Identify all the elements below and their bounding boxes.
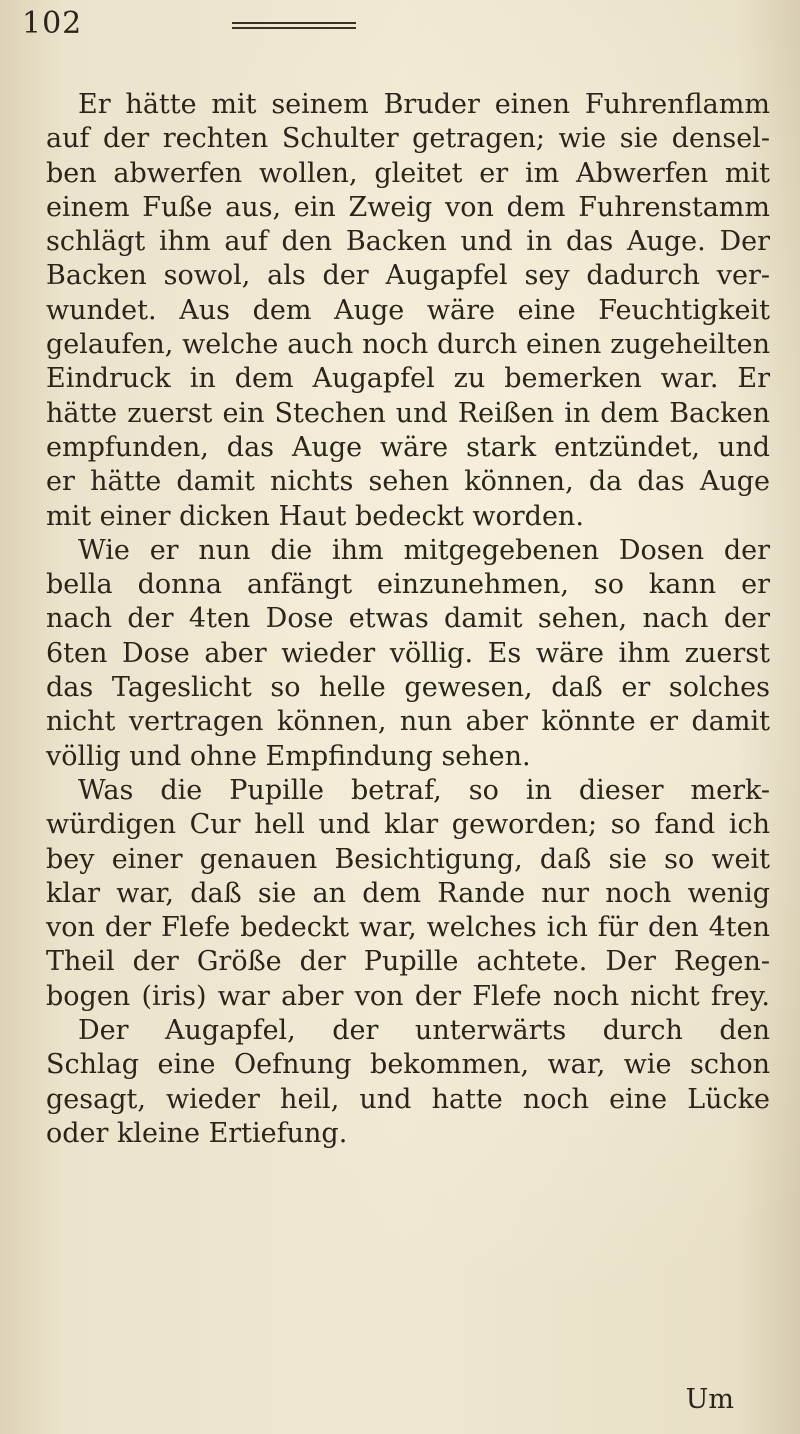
text-line: empfunden, das Auge wäre stark entzündet, und (46, 431, 770, 463)
text-line: gelaufen, welche auch noch durch einen zugeheilten (46, 329, 770, 361)
text-line: schlägt ihm auf den Backen und in das Auge. Der (46, 226, 770, 258)
text-line: er hätte damit nichts sehen können, da das Auge (46, 466, 770, 498)
text-line: hätte zuerst ein Stechen und Reißen in dem Backen (46, 397, 770, 429)
text-line: 6ten Dose aber wieder völlig. Es wäre ihm zuerst (46, 637, 770, 669)
text-line: Was die Pupille betraf, so in dieser merk- (78, 774, 770, 806)
text-line: völlig und ohne Empfindung sehen. (46, 740, 531, 772)
body-text (46, 88, 770, 1151)
text-line: das Tageslicht so helle gewesen, daß er solches (46, 672, 770, 704)
paragraph-4 (46, 1014, 770, 1151)
text-line: auf der rechten Schulter getragen; wie sie densel- (46, 123, 770, 155)
paragraph-2 (46, 534, 770, 774)
text-line: gesagt, wieder heil, und hatte noch eine Lücke (46, 1083, 770, 1115)
text-line: oder kleine Ertiefung. (46, 1117, 348, 1149)
page-number: 102 (22, 6, 83, 41)
text-line: Schlag eine Oefnung bekommen, war, wie schon (46, 1049, 770, 1081)
text-line: nach der 4ten Dose etwas damit sehen, nach der (46, 603, 770, 635)
text-line: würdigen Cur hell und klar geworden; so fand ich (46, 809, 770, 841)
text-line: Eindruck in dem Augapfel zu bemerken war. Er (46, 363, 770, 395)
text-line: Backen sowol, als der Augapfel sey dadurch ver- (46, 260, 770, 292)
text-line: von der Flefe bedeckt war, welches ich für den 4ten (46, 912, 770, 944)
text-line: Theil der Größe der Pupille achtete. Der Regen- (46, 946, 770, 978)
text-line: Er hätte mit seinem Bruder einen Fuhrenflamm (78, 89, 770, 120)
catchword: Um (685, 1384, 734, 1415)
text-line: bella donna anfängt einzunehmen, so kann er (46, 569, 770, 601)
text-line: bey einer genauen Besichtigung, daß sie so weit (46, 843, 770, 875)
text-line: bogen (iris) war aber von der Flefe noch nicht frey. (46, 980, 770, 1012)
text-line: wundet. Aus dem Auge wäre eine Feuchtigkeit (46, 294, 770, 326)
text-line: Wie er nun die ihm mitgegebenen Dosen der (78, 534, 770, 566)
paragraph-1 (46, 88, 770, 534)
paragraph-3 (46, 774, 770, 1014)
text-line: klar war, daß sie an dem Rande nur noch wenig (46, 877, 770, 909)
text-line: einem Fuße aus, ein Zweig von dem Fuhrenstamm (46, 191, 770, 223)
text-line: mit einer dicken Haut bedeckt worden. (46, 500, 584, 532)
text-line: nicht vertragen können, nun aber könnte er damit (46, 706, 770, 738)
header-rule (232, 22, 356, 34)
text-line: Der Augapfel, der unterwärts durch den (78, 1015, 770, 1047)
text-line: ben abwerfen wollen, gleitet er im Abwerfen mit (46, 157, 770, 189)
